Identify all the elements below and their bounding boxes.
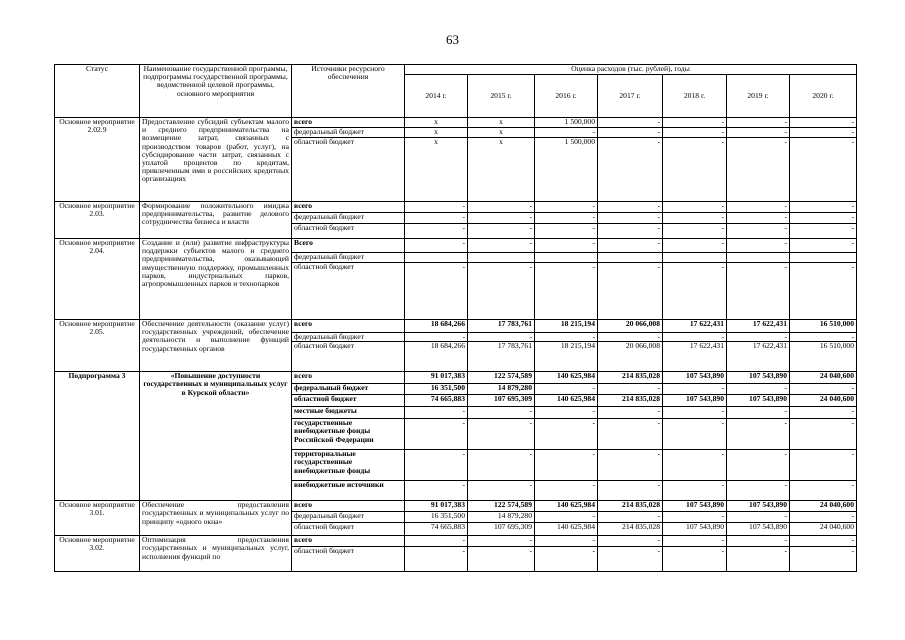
row-value: - <box>790 138 857 202</box>
row-value: - <box>727 202 790 213</box>
row-source: внебюджетные источники <box>292 481 405 501</box>
table-row <box>55 118 857 128</box>
row-value: x <box>468 128 535 138</box>
row-value: - <box>790 512 857 523</box>
row-value: - <box>468 419 535 450</box>
row-value: 74 665,883 <box>405 523 468 536</box>
row-value: - <box>727 536 790 547</box>
row-value <box>535 253 598 263</box>
row-value: - <box>727 481 790 501</box>
row-value: 17 622,431 <box>727 342 790 372</box>
row-value: - <box>790 536 857 547</box>
row-value: - <box>663 263 727 320</box>
row-source: всего <box>292 536 405 547</box>
row-value: 16 351,500 <box>405 384 468 395</box>
table-row <box>55 202 857 213</box>
row-value: - <box>663 419 727 450</box>
row-value: - <box>727 450 790 481</box>
row-value: 20 066,008 <box>598 342 663 372</box>
row-name: Формирование положительного имиджа предпринимательства, развитие делового сотрудничества бизнеса и власти <box>140 202 292 239</box>
row-value: 107 543,890 <box>727 395 790 407</box>
row-value: - <box>468 450 535 481</box>
row-value: 17 783,761 <box>468 342 535 372</box>
row-value: - <box>790 481 857 501</box>
row-source: областной бюджет <box>292 395 405 407</box>
row-value: 214 835,028 <box>598 501 663 512</box>
row-value: - <box>535 213 598 224</box>
header-year: 2015 г. <box>468 75 535 118</box>
row-value: - <box>535 512 598 523</box>
row-value: 107 543,890 <box>727 501 790 512</box>
row-source: федеральный бюджет <box>292 253 405 263</box>
row-value <box>790 253 857 263</box>
row-value: 91 017,383 <box>405 501 468 512</box>
row-value: - <box>468 224 535 239</box>
row-value: - <box>727 333 790 342</box>
row-value: - <box>727 239 790 253</box>
row-value: - <box>598 118 663 128</box>
row-name: Обеспечение предоставления государственных и муниципальных услуг по принципу «одного окна» <box>140 501 292 536</box>
row-status: Основное мероприятие 2.02.9 <box>55 118 140 202</box>
row-value: 17 783,761 <box>468 320 535 333</box>
row-value: - <box>663 333 727 342</box>
row-value: - <box>405 481 468 501</box>
row-value: - <box>790 384 857 395</box>
row-value: - <box>405 450 468 481</box>
row-value: - <box>598 213 663 224</box>
row-value: - <box>663 213 727 224</box>
row-value: - <box>790 202 857 213</box>
row-value: 107 543,890 <box>727 523 790 536</box>
row-value: - <box>598 239 663 253</box>
row-value: - <box>663 239 727 253</box>
row-value: 140 625,984 <box>535 501 598 512</box>
row-value: - <box>535 128 598 138</box>
row-value: 17 622,431 <box>663 320 727 333</box>
header-sources: Источники ресурсного обеспечения <box>292 65 405 118</box>
row-value: 1 500,000 <box>535 118 598 128</box>
row-value <box>468 253 535 263</box>
row-value: - <box>790 407 857 419</box>
row-value: - <box>598 224 663 239</box>
row-value: - <box>535 202 598 213</box>
row-status: Основное мероприятие 2.03. <box>55 202 140 239</box>
row-value: - <box>727 118 790 128</box>
row-source: федеральный бюджет <box>292 128 405 138</box>
row-source: местные бюджеты <box>292 407 405 419</box>
row-value: 16 351,500 <box>405 512 468 523</box>
row-value: x <box>468 118 535 128</box>
row-source: федеральный бюджет <box>292 333 405 342</box>
row-value: - <box>405 202 468 213</box>
row-value: - <box>535 333 598 342</box>
row-value: - <box>468 407 535 419</box>
row-value: - <box>405 333 468 342</box>
row-source: областной бюджет <box>292 342 405 372</box>
header-year: 2019 г. <box>727 75 790 118</box>
row-value: - <box>535 536 598 547</box>
budget-table <box>54 64 857 572</box>
row-value: 107 543,890 <box>663 372 727 384</box>
row-value: - <box>790 450 857 481</box>
row-value: - <box>598 263 663 320</box>
row-value: 20 066,008 <box>598 320 663 333</box>
row-value: - <box>468 547 535 572</box>
row-value <box>727 253 790 263</box>
row-name: «Повышение доступности государственных и муниципальных услуг в Курской области» <box>140 372 292 501</box>
row-source: федеральный бюджет <box>292 512 405 523</box>
row-source: всего <box>292 501 405 512</box>
row-value: 107 695,309 <box>468 523 535 536</box>
row-value: - <box>790 239 857 253</box>
row-value: x <box>405 118 468 128</box>
row-value: - <box>663 128 727 138</box>
page-number: 63 <box>446 32 459 47</box>
row-value: - <box>598 138 663 202</box>
row-source: всего <box>292 118 405 128</box>
row-value: - <box>535 419 598 450</box>
row-value: 107 695,309 <box>468 395 535 407</box>
row-value: 16 510,000 <box>790 342 857 372</box>
row-value: 74 665,883 <box>405 395 468 407</box>
row-source: Всего <box>292 239 405 253</box>
row-status: Основное мероприятие 3.01. <box>55 501 140 536</box>
row-value: - <box>727 128 790 138</box>
header-year: 2018 г. <box>663 75 727 118</box>
row-value: 24 040,600 <box>790 372 857 384</box>
row-value: - <box>405 213 468 224</box>
header-year: 2016 г. <box>535 75 598 118</box>
row-source: территориальные государственные внебюджетные фонды <box>292 450 405 481</box>
row-value: - <box>727 419 790 450</box>
row-status: Подпрограмма 3 <box>55 372 140 501</box>
row-value: - <box>468 333 535 342</box>
row-value: - <box>727 407 790 419</box>
row-value: - <box>535 481 598 501</box>
header-year: 2020 г. <box>790 75 857 118</box>
table-row <box>55 372 857 384</box>
row-value: - <box>598 384 663 395</box>
row-value: 122 574,589 <box>468 372 535 384</box>
row-value: - <box>598 419 663 450</box>
row-value: - <box>598 202 663 213</box>
row-value: - <box>468 481 535 501</box>
row-value: - <box>790 213 857 224</box>
table-row <box>55 536 857 547</box>
row-value: 122 574,589 <box>468 501 535 512</box>
row-source: областной бюджет <box>292 224 405 239</box>
header-costs: Оценка расходов (тыс. рублей), годы <box>405 65 857 75</box>
row-value: - <box>727 512 790 523</box>
row-value: - <box>790 333 857 342</box>
row-value: - <box>663 547 727 572</box>
row-status: Основное мероприятие 3.02. <box>55 536 140 572</box>
row-value: - <box>663 138 727 202</box>
row-value: - <box>663 450 727 481</box>
row-value: - <box>727 547 790 572</box>
row-value: 14 879,280 <box>468 384 535 395</box>
row-value: - <box>535 407 598 419</box>
header-status: Статус <box>55 65 140 118</box>
row-value: - <box>790 547 857 572</box>
row-value: - <box>468 263 535 320</box>
row-value: x <box>405 128 468 138</box>
row-value: 24 040,600 <box>790 501 857 512</box>
row-value: - <box>727 224 790 239</box>
row-source: федеральный бюджет <box>292 213 405 224</box>
row-value: 214 835,028 <box>598 395 663 407</box>
row-source: всего <box>292 372 405 384</box>
row-name: Предоставление субсидий субъектам малого и среднего предпринимательства на возмещение затрат, связанных с производством товаров (работ, услуг), на субсидирование части затрат, связанных с уплатой процентов по кредитам, привлеченным ими в российских кредитных организациях <box>140 118 292 202</box>
row-value: 17 622,431 <box>727 320 790 333</box>
row-value: 140 625,984 <box>535 523 598 536</box>
header-name: Наименование государственной программы, подпрограммы государственной программы, ведомственной целевой программы, основного мероприятия <box>140 65 292 118</box>
row-value: - <box>468 202 535 213</box>
row-value: 107 543,890 <box>663 523 727 536</box>
row-value: - <box>598 512 663 523</box>
row-value <box>405 253 468 263</box>
row-value: - <box>405 224 468 239</box>
row-value: 214 835,028 <box>598 372 663 384</box>
row-value: - <box>535 547 598 572</box>
row-value: 18 684,266 <box>405 342 468 372</box>
row-value: - <box>663 481 727 501</box>
row-value: - <box>790 128 857 138</box>
row-value: - <box>727 213 790 224</box>
row-value: - <box>468 536 535 547</box>
row-status: Основное мероприятие 2.04. <box>55 239 140 320</box>
row-value: - <box>468 213 535 224</box>
row-value: 17 622,431 <box>663 342 727 372</box>
row-value: x <box>405 138 468 202</box>
row-value: - <box>598 547 663 572</box>
row-value: 1 500,000 <box>535 138 598 202</box>
row-name: Создание и (или) развитие инфраструктуры поддержки субъектов малого и среднего предпринимательства, оказывающей имущественную поддержку, промышленных парков, индустриальных парков, агропромышленных парков и технопарков <box>140 239 292 320</box>
row-value: 140 625,984 <box>535 372 598 384</box>
row-value: - <box>663 118 727 128</box>
row-value: - <box>663 512 727 523</box>
row-value: 18 215,194 <box>535 342 598 372</box>
row-value: - <box>598 536 663 547</box>
header-year: 2017 г. <box>598 75 663 118</box>
row-value: - <box>405 407 468 419</box>
row-value: 214 835,028 <box>598 523 663 536</box>
row-value: 18 684,266 <box>405 320 468 333</box>
row-value: - <box>598 333 663 342</box>
row-source: всего <box>292 202 405 213</box>
row-value: - <box>727 138 790 202</box>
row-value: - <box>663 224 727 239</box>
row-source: федеральный бюджет <box>292 384 405 395</box>
row-value: - <box>405 263 468 320</box>
row-value <box>663 253 727 263</box>
row-value: - <box>598 128 663 138</box>
row-value: - <box>598 407 663 419</box>
row-value: - <box>468 239 535 253</box>
row-value: - <box>663 384 727 395</box>
row-value: - <box>535 450 598 481</box>
row-value: - <box>663 536 727 547</box>
row-value: - <box>405 536 468 547</box>
row-value: - <box>727 263 790 320</box>
row-value: x <box>468 138 535 202</box>
table-row <box>55 239 857 253</box>
row-value: 14 879,280 <box>468 512 535 523</box>
row-value: - <box>790 224 857 239</box>
row-value: - <box>535 224 598 239</box>
row-value: - <box>405 419 468 450</box>
row-value: - <box>663 407 727 419</box>
row-value: 107 543,890 <box>663 395 727 407</box>
row-value: 24 040,600 <box>790 523 857 536</box>
row-value: - <box>535 239 598 253</box>
row-value: 107 543,890 <box>727 372 790 384</box>
row-value: - <box>598 481 663 501</box>
row-value: - <box>727 384 790 395</box>
row-name: Обеспечение деятельности (оказание услуг) государственных учреждений, обеспечение деятельности и выполнение функций государственных органов <box>140 320 292 372</box>
row-value: 18 215,194 <box>535 320 598 333</box>
row-value: - <box>663 202 727 213</box>
row-source: всего <box>292 320 405 333</box>
table-row <box>55 320 857 333</box>
row-value: 16 510,000 <box>790 320 857 333</box>
header-year: 2014 г. <box>405 75 468 118</box>
row-value: 91 017,383 <box>405 372 468 384</box>
row-value: - <box>535 263 598 320</box>
row-value: - <box>790 263 857 320</box>
row-value: - <box>405 547 468 572</box>
row-status: Основное мероприятие 2.05. <box>55 320 140 372</box>
row-source: государственные внебюджетные фонды Российской Федерации <box>292 419 405 450</box>
row-value: - <box>598 450 663 481</box>
row-value: - <box>405 239 468 253</box>
row-value: - <box>790 118 857 128</box>
row-value: - <box>790 419 857 450</box>
row-source: областной бюджет <box>292 138 405 202</box>
row-source: областной бюджет <box>292 263 405 320</box>
row-value <box>598 253 663 263</box>
row-source: областной бюджет <box>292 523 405 536</box>
row-name: Оптимизация предоставления государственных и муниципальных услуг, исполнения функций по <box>140 536 292 572</box>
row-source: областной бюджет <box>292 547 405 572</box>
row-value: - <box>535 384 598 395</box>
row-value: 107 543,890 <box>663 501 727 512</box>
row-value: 24 040,600 <box>790 395 857 407</box>
row-value: 140 625,984 <box>535 395 598 407</box>
table-row <box>55 501 857 512</box>
